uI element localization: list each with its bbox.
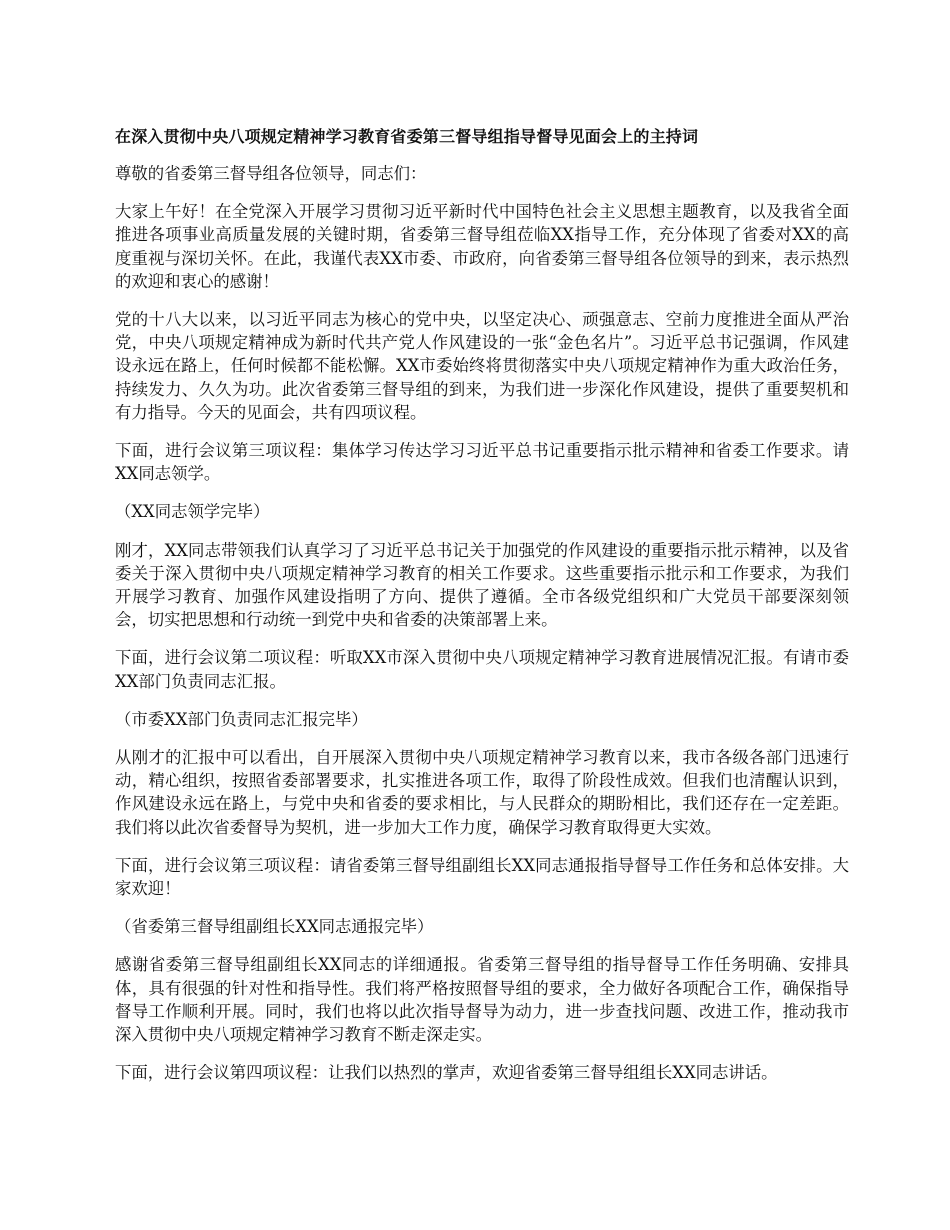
document-page <box>115 125 849 1100</box>
agenda-item-paragraph: 下面，进行会议第四项议程：让我们以热烈的掌声，欢迎省委第三督导组组长XX同志讲话。 <box>115 1063 778 1083</box>
stage-note: （市委XX部门负责同志汇报完毕） <box>115 709 368 729</box>
agenda-item-paragraph: 下面，进行会议第三项议程：集体学习传达学习习近平总书记重要指示批示精神和省委工作要求。请XX同志领学。 <box>115 441 849 484</box>
welcome-paragraph: 大家上午好！在全党深入开展学习贯彻习近平新时代中国特色社会主义思想主题教育，以及我省全面推进各项事业高质量发展的关键时期，省委第三督导组莅临XX指导工作，充分体现了省委对XX的高度重视与深切关怀。在此，我谨代表XX市委、市政府，向省委第三督导组各位领导的到来，表示热烈的欢迎和衷心的感谢！ <box>115 202 849 291</box>
agenda-item-paragraph: 下面，进行会议第二项议程：听取XX市深入贯彻中央八项规定精神学习教育进展情况汇报。有请市委XX部门负责同志汇报。 <box>115 648 849 691</box>
summary-paragraph: 刚才，XX同志带领我们认真学习了习近平总书记关于加强党的作风建设的重要指示批示精神，以及省委关于深入贯彻中央八项规定精神学习教育的相关工作要求。这些重要指示批示和工作要求，为我们开展学习教育、加强作风建设指明了方向、提供了遵循。全市各级党组织和广大党员干部要深刻领会，切实把思想和行动统一到党中央和省委的决策部署上来。 <box>115 540 849 630</box>
stage-note: （XX同志领学完毕） <box>115 502 270 522</box>
greeting-paragraph: 尊敬的省委第三督导组各位领导，同志们： <box>115 164 427 183</box>
background-paragraph: 党的十八大以来，以习近平同志为核心的党中央，以坚定决心、顽强意志、空前力度推进全面从严治党，中央八项规定精神成为新时代共产党人作风建设的一张“金色名片”。习近平总书记强调，作风建设永远在路上，任何时候都不能松懈。XX市委始终将贯彻落实中央八项规定精神作为重大政治任务，持续发力、久久为功。此次省委第三督导组的到来，为我们进一步深化作风建设，提供了重要契机和有力指导。今天的见面会，共有四项议程。 <box>115 310 849 422</box>
summary-paragraph: 感谢省委第三督导组副组长XX同志的详细通报。省委第三督导组的指导督导工作任务明确、安排具体，具有很强的针对性和指导性。我们将严格按照督导组的要求，全力做好各项配合工作，确保指导督导工作顺利开展。同时，我们也将以此次指导督导为动力，进一步查找问题、改进工作，推动我市深入贯彻中央八项规定精神学习教育不断走深走实。 <box>115 955 849 1045</box>
agenda-item-paragraph: 下面，进行会议第三项议程：请省委第三督导组副组长XX同志通报指导督导工作任务和总体安排。大家欢迎！ <box>115 855 849 899</box>
document-title: 在深入贯彻中央八项规定精神学习教育省委第三督导组指导督导见面会上的主持词 <box>115 127 699 146</box>
stage-note: （省委第三督导组副组长XX同志通报完毕） <box>115 917 434 937</box>
summary-paragraph: 从刚才的汇报中可以看出，自开展深入贯彻中央八项规定精神学习教育以来，我市各级各部门迅速行动，精心组织，按照省委部署要求，扎实推进各项工作，取得了阶段性成效。但我们也清醒认识到，作风建设永远在路上，与党中央和省委的要求相比，与人民群众的期盼相比，我们还存在一定差距。我们将以此次省委督导为契机，进一步加大工作力度，确保学习教育取得更大实效。 <box>115 748 849 837</box>
